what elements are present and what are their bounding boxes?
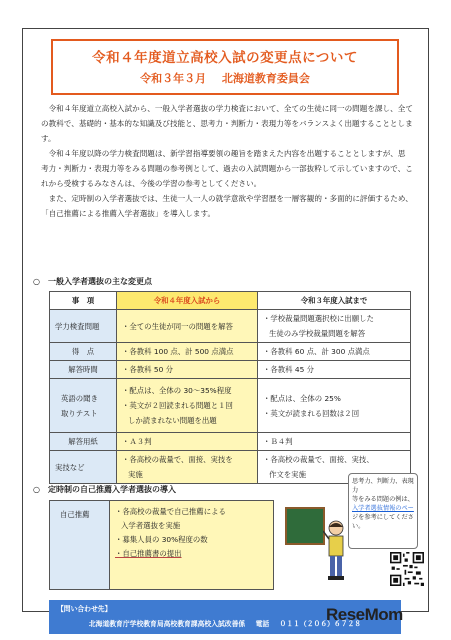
new-cell bbox=[117, 310, 258, 343]
old-cell bbox=[258, 433, 411, 451]
speech-bubble bbox=[348, 473, 418, 549]
old-cell bbox=[258, 379, 411, 433]
table-header-row bbox=[50, 292, 411, 310]
cell-text: ・英文が読まれる回数は２回 bbox=[263, 408, 360, 418]
row-label: 学力検査問題 bbox=[50, 310, 117, 343]
cell-text: ・各高校の裁量で、面接、実技、 bbox=[263, 455, 374, 464]
self-recommend-label: 自己推薦 bbox=[50, 501, 110, 589]
blackboard-illustration bbox=[285, 507, 325, 545]
issuer: 北海道教育委員会 bbox=[221, 72, 310, 85]
old-cell bbox=[258, 343, 411, 361]
list-item: ・募集人員の 30%程度の数 bbox=[115, 535, 208, 544]
cell-text: 実施 bbox=[128, 470, 143, 479]
new-cell bbox=[117, 433, 258, 451]
page-title: 令和４年度道立高校入試の変更点について bbox=[92, 50, 358, 66]
cell-text: ・配点は、全体の 30～35%程度 bbox=[122, 386, 232, 395]
cell-text: 生徒のみ学校裁量問題を解答 bbox=[269, 329, 366, 338]
contact-heading: 【問い合わせ先】 bbox=[57, 605, 112, 613]
table-row bbox=[50, 343, 411, 361]
header-new: 令和４年度入試から bbox=[117, 292, 258, 310]
section1-title: 一般入学者選抜の主な変更点 bbox=[47, 277, 152, 286]
cell-text: ・各教科 50 分 bbox=[122, 365, 174, 374]
speech-line: 思考力、判断力、表現力 bbox=[352, 478, 414, 494]
list-item: 入学者選抜を実施 bbox=[121, 521, 181, 530]
table-row bbox=[50, 433, 411, 451]
new-cell bbox=[117, 361, 258, 379]
header-item: 事 項 bbox=[50, 292, 117, 310]
cell-text: ・各教科 60 点、計 300 点満点 bbox=[263, 347, 370, 356]
speech-line: 等をみる問題の例は、 bbox=[352, 496, 414, 503]
intro-paragraph-2: 令和４年度以降の学力検査問題は、新学習指導要領の趣旨を踏まえた内容を出題することとしますが、思考力・判断力・表現力等をみる問題の参考例として、過去の入試問題から一部抜粋して示していますので、これから受検するみなさんは、今後の学習の参考としてください。 bbox=[41, 149, 413, 188]
phone-label: 電話 bbox=[255, 620, 270, 628]
old-cell bbox=[258, 310, 411, 343]
phone-number: ０１１（２０６）６７２８ bbox=[279, 620, 362, 628]
speech-line: ジを参考にしてください。 bbox=[352, 514, 414, 530]
teacher-illustration-icon bbox=[323, 519, 349, 581]
list-item: ・各高校の裁量で自己推薦による bbox=[115, 507, 226, 516]
cell-text: ・各高校の裁量で、面接、実技を bbox=[122, 455, 233, 464]
cell-text: ・全ての生徒が同一の問題を解答 bbox=[122, 321, 233, 331]
circle-bullet-icon: ○ bbox=[33, 485, 40, 494]
list-item: ・自己推薦書の提出 bbox=[115, 549, 182, 558]
section2-title: 定時制の自己推薦入学者選抜の導入 bbox=[47, 485, 176, 494]
title-subline bbox=[53, 70, 397, 86]
table-row bbox=[50, 361, 411, 379]
intro-paragraph-1: 令和４年度道立高校入試から、一般入学者選抜の学力検査において、全ての生徒に同一の問題を課し、全ての教科で、基礎的・基本的な知識及び技能と、思考力・判断力・表現力等をバランスよく出題することとします。 bbox=[41, 104, 413, 143]
new-cell bbox=[117, 451, 258, 484]
row-label bbox=[50, 379, 117, 433]
old-cell bbox=[258, 361, 411, 379]
row-label: 得 点 bbox=[50, 343, 117, 361]
cell-text: ・Ｂ４判 bbox=[263, 437, 293, 446]
new-cell bbox=[117, 379, 258, 433]
intro-paragraph-3: また、定時制の入学者選抜では、生徒一人一人の就学意欲や学習歴を一層客観的・多面的に評価するため、「自己推薦による推薦入学者選抜」を導入します。 bbox=[41, 194, 413, 218]
row-label-text: 英語の聞き取りテスト bbox=[61, 393, 98, 418]
section1-heading bbox=[33, 276, 152, 287]
table-row bbox=[50, 310, 411, 343]
cell-text: ・配点は、全体の 25% bbox=[263, 393, 341, 403]
circle-bullet-icon: ○ bbox=[33, 277, 40, 286]
changes-table bbox=[49, 291, 411, 484]
self-recommend-items bbox=[110, 501, 273, 589]
self-recommend-box bbox=[49, 500, 274, 590]
cell-text: しか読まれない問題を出題 bbox=[128, 416, 217, 425]
info-page-link[interactable]: 入学者選抜情報のペー bbox=[352, 505, 414, 512]
row-label: 実技など bbox=[50, 451, 117, 484]
issue-date: 令和３年３月 bbox=[140, 72, 207, 85]
intro-text bbox=[41, 101, 413, 221]
watermark-logo: ReseMom bbox=[326, 605, 403, 624]
qr-code-icon[interactable] bbox=[390, 552, 424, 586]
cell-text: ・各教科 45 分 bbox=[263, 365, 315, 374]
contact-dept: 北海道教育庁学校教育局高校教育課高校入試改善係 bbox=[88, 620, 246, 628]
table-row bbox=[50, 379, 411, 433]
cell-text: ・英文が２回読まれる問題と１回 bbox=[122, 401, 233, 410]
row-label: 解答用紙 bbox=[50, 433, 117, 451]
new-cell bbox=[117, 343, 258, 361]
cell-text: 作文を実施 bbox=[269, 470, 306, 479]
title-box bbox=[51, 39, 399, 95]
cell-text: ・各教科 100 点、計 500 点満点 bbox=[122, 347, 234, 356]
header-old: 令和３年度入試まで bbox=[258, 292, 411, 310]
cell-text: ・学校裁量問題選択校に出願した bbox=[263, 314, 374, 323]
row-label: 解答時間 bbox=[50, 361, 117, 379]
cell-text: ・Ａ３判 bbox=[122, 437, 152, 446]
section2-heading bbox=[33, 484, 176, 495]
